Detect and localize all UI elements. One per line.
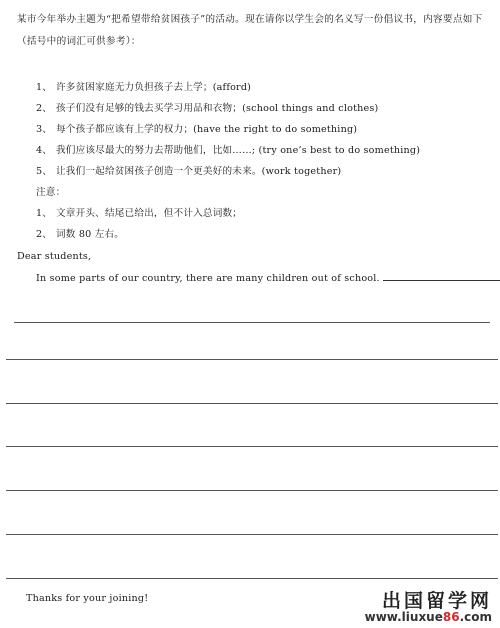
note-1 [36,207,242,220]
watermark-url-prefix: www.liuxue [364,610,443,624]
watermark-url-suffix: .com [459,610,492,624]
closing-line: Thanks for your joining! [26,593,149,604]
writing-line-7[interactable] [6,578,498,579]
point-5 [36,165,341,178]
point-1-text: 许多贫困家庭无力负担孩子去上学；(afford) [56,82,252,93]
point-2 [36,102,378,115]
note-2 [36,228,124,241]
note-1-text: 文章开头、结尾已给出，但不计入总词数； [56,208,243,219]
writing-line-5[interactable] [6,490,498,491]
note-2-number: 2、 [36,229,53,240]
point-4-text: 我们应该尽最大的努力去帮助他们，比如……; (try one’s best to do something) [56,145,421,156]
opening-sentence: In some parts of our country, there are many children out of school. [36,273,380,284]
writing-line-4[interactable] [6,446,498,447]
site-watermark [365,591,492,624]
writing-line-1[interactable] [14,322,490,323]
point-2-number: 2、 [36,103,53,114]
point-2-text: 孩子们没有足够的钱去买学习用品和衣物；(school things and clothes) [56,103,379,114]
writing-line-3[interactable] [6,403,498,404]
writing-line-6[interactable] [6,534,498,535]
writing-line-2[interactable] [6,359,498,360]
watermark-title: 出国留学网 [381,590,492,612]
salutation: Dear students, [17,251,92,262]
opening-line [36,271,500,285]
watermark-url [365,611,492,624]
point-1 [36,81,251,94]
point-5-number: 5、 [36,166,53,177]
point-5-text: 让我们一起给贫困孩子创造一个更美好的未来。(work together) [56,166,342,177]
watermark-url-highlight: 86 [442,610,460,624]
note-label: 注意： [36,187,66,198]
point-1-number: 1、 [36,82,53,93]
point-4 [36,144,420,157]
note-2-text: 词数 80 左右。 [56,229,125,240]
point-4-number: 4、 [36,145,53,156]
point-3-number: 3、 [36,124,53,135]
point-3 [36,123,357,136]
note-1-number: 1、 [36,208,53,219]
opening-blank[interactable] [383,271,500,281]
point-3-text: 每个孩子都应该有上学的权力；(have the right to do something) [56,124,358,135]
task-intro: 某市今年举办主题为“把希望带给贫困孩子”的活动。现在请你以学生会的名义写一份倡议书，内容要点如下（括号中的词汇可供参考）： [17,14,483,47]
